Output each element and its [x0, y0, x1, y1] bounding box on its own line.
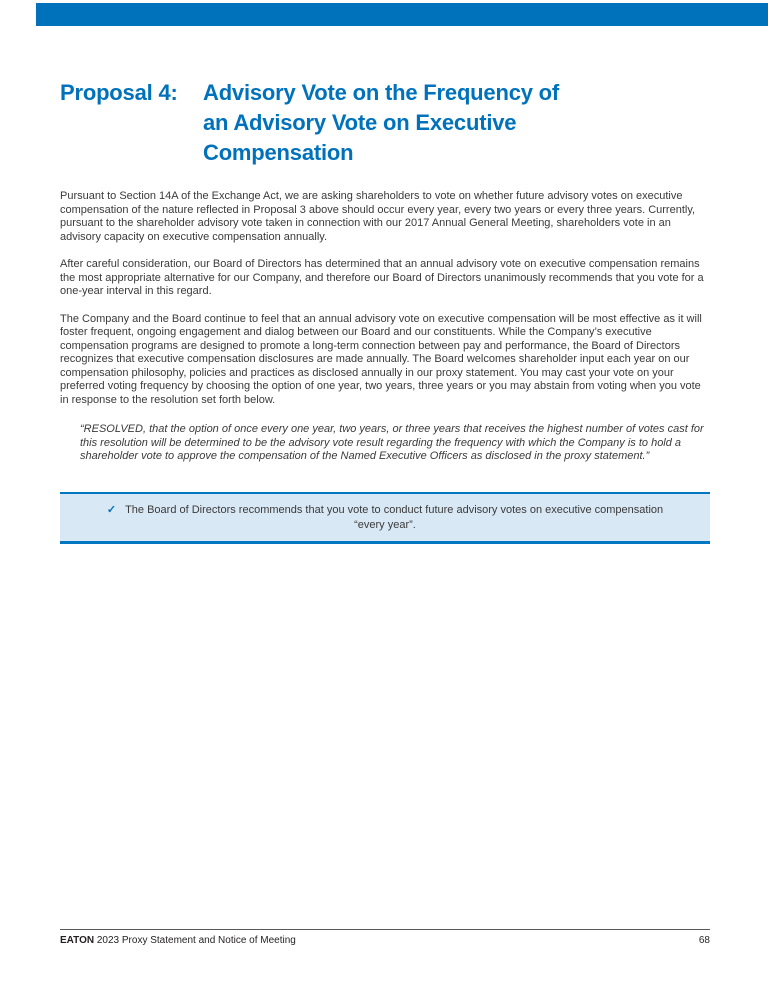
title-line-2: an Advisory Vote on Executive	[203, 110, 517, 135]
recommendation-highlight: “every year”.	[354, 518, 416, 531]
title-line-3: Compensation	[203, 140, 354, 165]
body-paragraph-1: Pursuant to Section 14A of the Exchange Act, we are asking shareholders to vote on whether future advisory votes on executive compensation of the nature reflected in Proposal 3 above should occur every year, every two years or every three years. Currently, pursuant to the shareholder advisory vote taken in connection with our 2017 Annual General Meeting, shareholders vote in an advisory capacity on executive compensation annually.	[60, 190, 696, 243]
page-footer	[60, 929, 710, 946]
recommendation-text: The Board of Directors recommends that you vote to conduct future advisory votes on executive compensation	[125, 503, 664, 516]
footer-brand: EATON	[60, 935, 95, 946]
body-paragraph-3: The Company and the Board continue to feel that an annual advisory vote on executive compensation will be most effective as it will foster frequent, ongoing engagement and dialog between our Board and our constituents. While the Company’s executive compensation programs are designed to promote a long-term connection between pay and performance, the Board of Directors recognizes that executive compensation disclosures are made annually. The Board welcomes shareholder input each year on our compensation philosophy, policies and practices as disclosed annually in our proxy statement. You may cast your vote on your preferred voting frequency by choosing the option of one year, two years, three years or you may abstain from voting when you vote in response to the resolution set forth below.	[60, 312, 702, 406]
proposal-title-text	[203, 78, 559, 168]
footer-document-title: 2023 Proxy Statement and Notice of Meeting	[96, 935, 296, 946]
page-content	[60, 78, 710, 544]
body-paragraph-2: After careful consideration, our Board of Directors has determined that an annual advisory vote on executive compensation remains the most appropriate alternative for our Company, and therefore our Board of Directors unanimously recommends that you vote for a one-year interval in this regard.	[60, 258, 704, 297]
resolution-quote: “RESOLVED, that the option of once every one year, two years, or three years that receives the highest number of votes cast for this resolution will be determined to be the advisory vote result regarding the frequency with which the Company is to hold a shareholder vote to approve the compensation of the Named Executive Officers as disclosed in the proxy statement.”	[80, 423, 704, 462]
recommendation-line	[68, 503, 702, 518]
footer-left	[60, 935, 296, 946]
page-number: 68	[698, 935, 710, 946]
check-icon: ✓	[106, 503, 117, 516]
board-recommendation-box	[60, 492, 710, 544]
title-line-1: Advisory Vote on the Frequency of	[203, 80, 560, 105]
header-accent-bar	[36, 3, 768, 26]
page-title	[60, 78, 710, 168]
proposal-number-label: Proposal 4:	[60, 80, 178, 105]
